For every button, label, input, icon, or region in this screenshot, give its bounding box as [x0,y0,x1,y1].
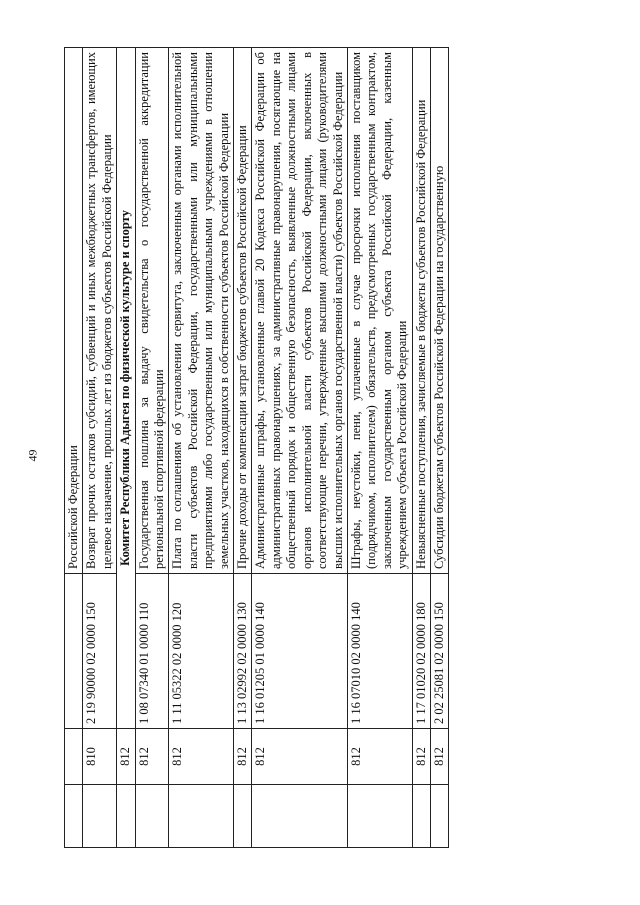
kbk-code-cell: 1 16 01205 01 0000 140 [252,574,347,729]
admin-code-cell: 812 [117,729,135,785]
kbk-code-cell: 1 17 01020 02 0000 180 [412,574,430,729]
blank-cell [65,785,83,848]
table-row [347,48,412,848]
admin-code-cell: 812 [430,729,448,785]
blank-cell [430,785,448,848]
page-number: 49 [25,449,40,462]
blank-cell [135,785,169,848]
admin-code-cell: 812 [234,729,252,785]
table-row [169,48,234,848]
section-heading: Комитет Республики Адыгея по физической культуре и спорту [117,48,135,729]
kbk-code-cell: 2 02 25081 02 0000 150 [430,574,448,729]
admin-code-cell: 812 [252,729,347,785]
description-cell: Штрафы, неустойки, пени, уплаченные в случае просрочки исполнения поставщиком (подрядчиком, исполнителем) обязательств, предусмотренных государственным контрактом, заключенным государственным органом субъекта Российской Федерации, казенным учреждением субъекта Российской Федерации [347,48,412,574]
admin-code-cell: 812 [135,729,169,785]
blank-cell [169,785,234,848]
blank-cell [347,785,412,848]
table-row [234,48,252,848]
description-cell: Плата по соглашениям об установлении сервитута, заключенным органами исполнительной власти субъектов Российской Федерации, государственными или муниципальными предприятиями либо государственными или муниципальными учреждениями в отношении земельных участков, находящихся в собственности субъектов Российской Федерации [169,48,234,574]
income-codes-table [64,47,449,848]
description-cell: Прочие доходы от компенсации затрат бюджетов субъектов Российской Федерации [234,48,252,574]
table-row [430,48,448,848]
admin-code-cell: 810 [83,729,117,785]
table-row [412,48,430,848]
description-cell: Субсидии бюджетам субъектов Российской Федерации на государственную [430,48,448,574]
admin-code-cell: 812 [347,729,412,785]
description-cell: Российской Федерации [65,48,83,574]
table-row [83,48,117,848]
kbk-code-cell: 1 11 05322 02 0000 120 [169,574,234,729]
blank-cell [412,785,430,848]
table-row [252,48,347,848]
description-cell: Невыясненные поступления, зачисляемые в бюджеты субъектов Российской Федерации [412,48,430,574]
table-row [135,48,169,848]
blank-cell [234,785,252,848]
kbk-code-cell: 1 08 07340 01 0000 110 [135,574,169,729]
description-cell: Возврат прочих остатков субсидий, субвенций и иных межбюджетных трансфертов, имеющих целевое назначение, прошлых лет из бюджетов субъектов Российской Федерации [83,48,117,574]
admin-code-cell: 812 [169,729,234,785]
blank-cell [65,729,83,785]
description-cell: Административные штрафы, установленные главой 20 Кодекса Российской Федерации об административных правонарушениях, за административные правонарушения, посягающие на общественный порядок и общественную безопасность, выявленные должностными лицами органов исполнительной власти субъектов Российской Федерации, включенных в соответствующие перечни, утвержденные высшими должностными лицами (руководителями высших исполнительных органов государственной власти) субъектов Российской Федерации [252,48,347,574]
blank-cell [117,785,135,848]
blank-cell [83,785,117,848]
admin-code-cell: 812 [412,729,430,785]
table-row [117,48,135,848]
blank-cell [252,785,347,848]
kbk-code-cell: 1 13 02992 02 0000 130 [234,574,252,729]
table-row [65,48,83,848]
rotated-page-content [64,48,568,848]
kbk-code-cell: 1 16 07010 02 0000 140 [347,574,412,729]
kbk-code-cell: 2 19 90000 02 0000 150 [83,574,117,729]
description-cell: Государственная пошлина за выдачу свидетельства о государственной аккредитации региональной спортивной федерации [135,48,169,574]
blank-cell [65,574,83,729]
